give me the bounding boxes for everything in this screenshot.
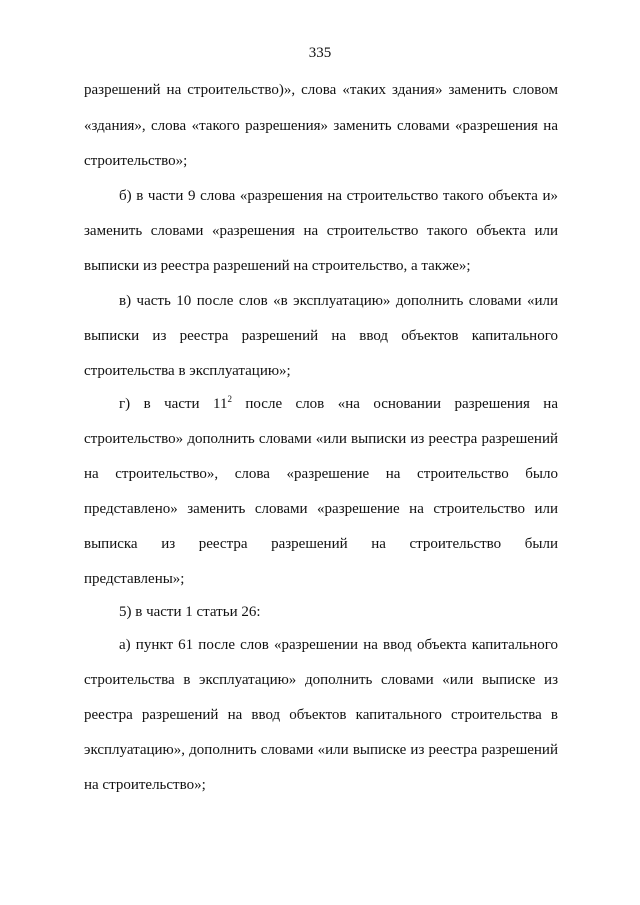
text-line: в) часть 10 после слов «в эксплуатацию» дополнить словами «или: [119, 293, 558, 309]
text-line: представлено» заменить словами «разрешение на строительство или: [84, 501, 558, 517]
text-line: строительства в эксплуатацию» дополнить словами «или выписке из: [84, 672, 558, 688]
text-line: выписки из реестра разрешений на ввод объектов капитального: [84, 328, 558, 344]
text-line: эксплуатацию», дополнить словами «или выписке из реестра разрешений: [84, 742, 558, 758]
text-line: строительство» дополнить словами «или выписки из реестра разрешений: [84, 431, 558, 447]
page-number: 335: [308, 45, 332, 61]
text-line: выписки из реестра разрешений на строительство, а также»;: [84, 258, 471, 274]
superscript: 2: [227, 394, 232, 404]
text-line: [119, 395, 558, 413]
text-line: б) в части 9 слова «разрешения на строительство такого объекта и»: [119, 188, 558, 204]
text-line: на строительство»;: [84, 777, 206, 793]
text-line: выписка из реестра разрешений на строительство были: [84, 536, 558, 552]
text-line: «здания», слова «такого разрешения» заменить словами «разрешения на: [84, 118, 558, 134]
text-line: разрешений на строительство)», слова «таких здания» заменить словом: [84, 82, 558, 98]
text-line: а) пункт 61 после слов «разрешении на ввод объекта капитального: [119, 637, 558, 653]
text-line: строительства в эксплуатацию»;: [84, 363, 291, 379]
text-line: строительство»;: [84, 153, 188, 169]
text-line: на строительство», слова «разрешение на строительство было: [84, 466, 558, 482]
text-line: заменить словами «разрешения на строительство такого объекта или: [84, 223, 558, 239]
text-fragment: после слов «на основании разрешения на: [231, 396, 558, 412]
text-line: представлены»;: [84, 571, 185, 587]
text-line: 5) в части 1 статьи 26:: [119, 604, 261, 620]
text-line: реестра разрешений на ввод объектов капитального строительства в: [84, 707, 558, 723]
text-fragment: г) в части 11: [119, 396, 228, 412]
